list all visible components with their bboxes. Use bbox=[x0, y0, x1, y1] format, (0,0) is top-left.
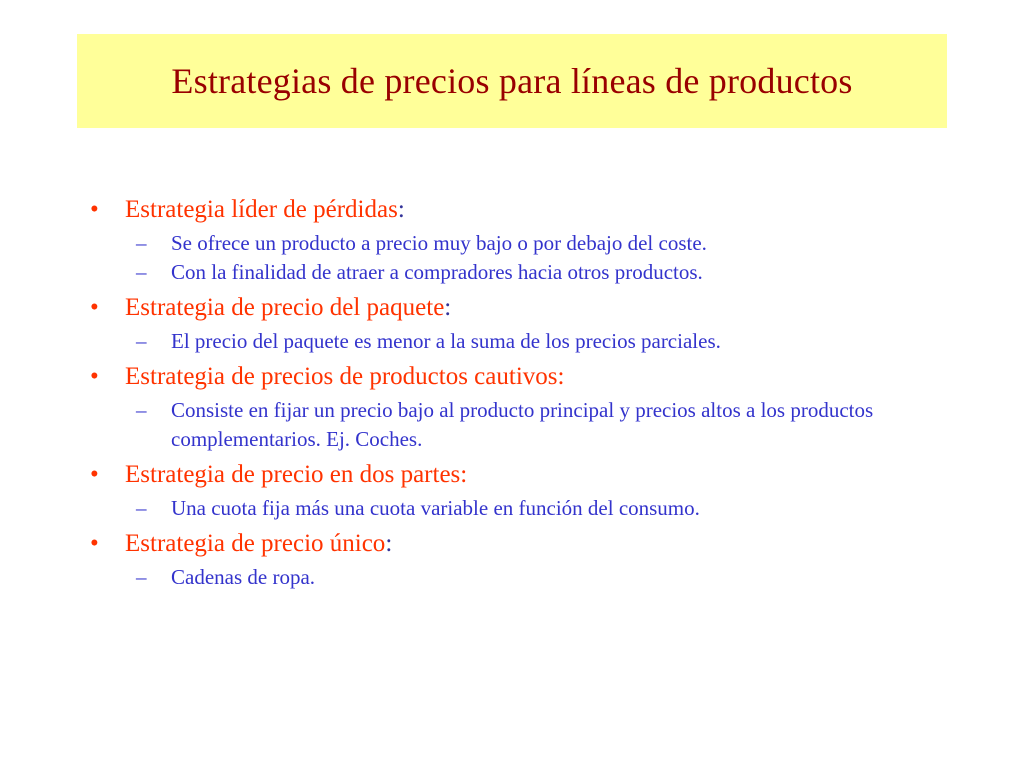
bullet-icon: • bbox=[90, 530, 99, 557]
sub-item-text: Consiste en fijar un precio bajo al producto principal y precios altos a los productos complementarios. Ej. Coches. bbox=[171, 398, 874, 451]
bullet-text: Estrategia de precio del paquete: bbox=[125, 294, 452, 321]
bullet-list bbox=[84, 193, 944, 592]
slide-content bbox=[84, 193, 944, 596]
bullet-text: Estrategia líder de pérdidas: bbox=[125, 196, 405, 223]
bullet-item-4 bbox=[84, 458, 944, 523]
dash-icon: – bbox=[136, 329, 147, 353]
bullet-item-3 bbox=[84, 360, 944, 454]
sub-list bbox=[84, 563, 944, 592]
bullet-colon: : bbox=[444, 294, 452, 321]
sub-item-text: Cadenas de ropa. bbox=[171, 565, 316, 589]
sub-list bbox=[84, 229, 944, 287]
sub-item bbox=[84, 258, 944, 287]
bullet-text: Estrategia de precios de productos cautivos: bbox=[125, 363, 565, 390]
bullet-icon: • bbox=[90, 461, 99, 488]
sub-item-text: El precio del paquete es menor a la suma de los precios parciales. bbox=[171, 329, 721, 353]
bullet-text: Estrategia de precio único: bbox=[125, 530, 393, 557]
sub-item-text: Se ofrece un producto a precio muy bajo o por debajo del coste. bbox=[171, 231, 707, 255]
sub-item bbox=[84, 327, 944, 356]
bullet-colon: : bbox=[397, 196, 405, 223]
sub-item bbox=[84, 396, 944, 454]
bullet-item-1 bbox=[84, 193, 944, 287]
title-box bbox=[77, 34, 947, 128]
dash-icon: – bbox=[136, 260, 147, 284]
bullet-icon: • bbox=[90, 363, 99, 390]
bullet-item-2 bbox=[84, 291, 944, 356]
dash-icon: – bbox=[136, 231, 147, 255]
bullet-colon: : bbox=[460, 461, 468, 488]
sub-item bbox=[84, 229, 944, 258]
dash-icon: – bbox=[136, 398, 147, 422]
sub-list bbox=[84, 396, 944, 454]
bullet-icon: • bbox=[90, 294, 99, 321]
sub-item bbox=[84, 563, 944, 592]
bullet-colon: : bbox=[385, 530, 393, 557]
bullet-colon: : bbox=[557, 363, 565, 390]
slide-title: Estrategias de precios para líneas de productos bbox=[171, 61, 853, 101]
bullet-icon: • bbox=[90, 196, 99, 223]
bullet-text: Estrategia de precio en dos partes: bbox=[125, 461, 468, 488]
sub-item-text: Una cuota fija más una cuota variable en función del consumo. bbox=[171, 496, 700, 520]
dash-icon: – bbox=[136, 496, 147, 520]
dash-icon: – bbox=[136, 565, 147, 589]
bullet-item-5 bbox=[84, 527, 944, 592]
sub-list bbox=[84, 327, 944, 356]
sub-item-text: Con la finalidad de atraer a compradores hacia otros productos. bbox=[171, 260, 703, 284]
sub-list bbox=[84, 494, 944, 523]
sub-item bbox=[84, 494, 944, 523]
